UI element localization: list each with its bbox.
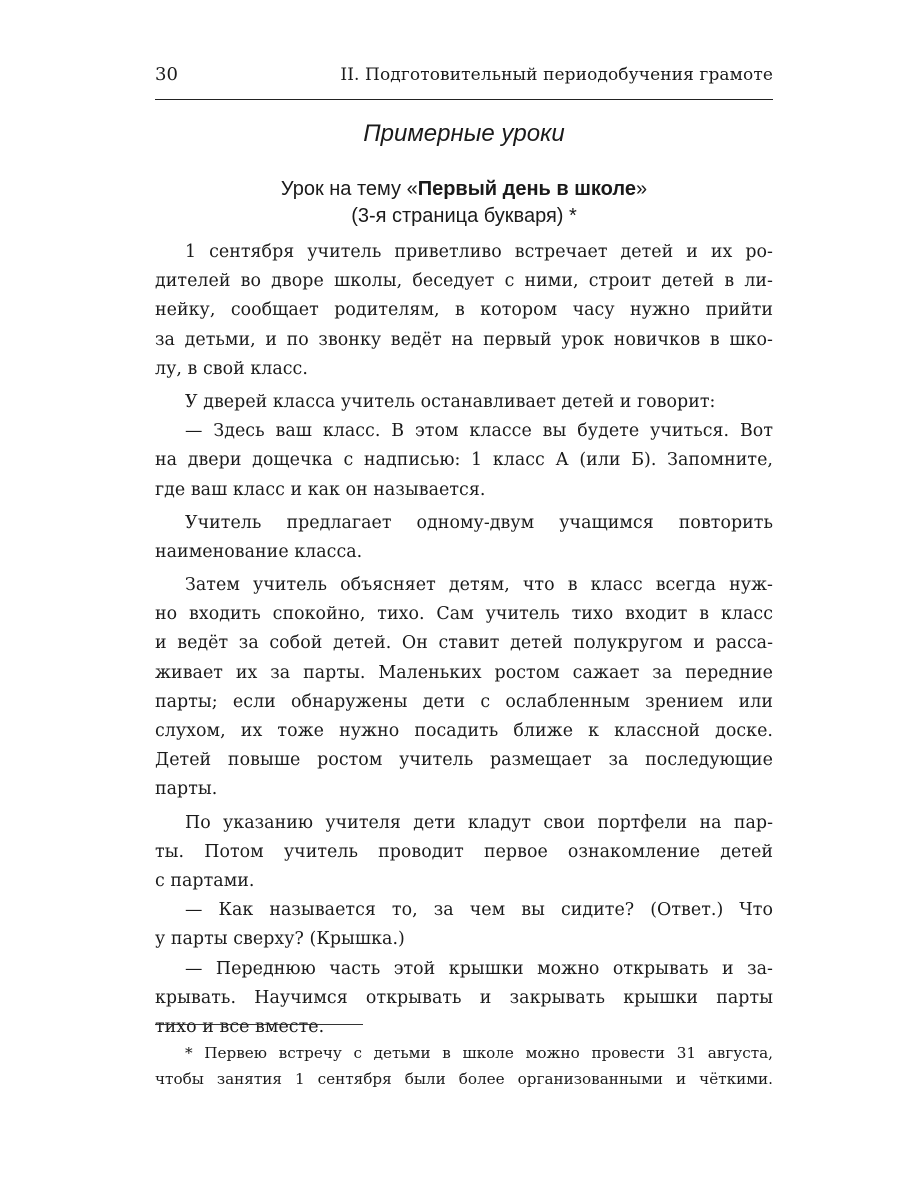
text-line: По указанию учителя дети кладут свои портфели на пар-: [185, 812, 773, 833]
text-line: Детей повыше ростом учитель размещает за последующие: [155, 750, 773, 771]
text-line: нейку, сообщает родителям, в котором часу нужно прийти: [155, 300, 773, 321]
lesson-suffix: »: [635, 178, 648, 200]
page-number: 30: [155, 64, 179, 85]
text-line: с партами.: [155, 870, 255, 891]
section-title: Примерные уроки: [363, 120, 565, 147]
footnote-line: * Первею встречу с детьми в школе можно провести 31 августа,: [185, 1044, 773, 1062]
header-rule: [155, 99, 773, 100]
text-line: Учитель предлагает одному-двум учащимся повторить: [185, 512, 773, 533]
body-text: [155, 238, 773, 1042]
text-line: 1 сентября учитель приветливо встречает детей и их ро-: [185, 242, 773, 262]
text-line: — Здесь ваш класс. В этом классе вы будете учиться. Вот: [185, 421, 773, 442]
footnote-line: чтобы занятия 1 сентября были более организованными и чёткими.: [155, 1070, 773, 1088]
text-line: за детьми, и по звонку ведёт на первый урок новичков в шко-: [155, 329, 773, 350]
text-line: — Как называется то, за чем вы сидите? (Ответ.) Что: [185, 900, 773, 921]
text-line: слухом, их тоже нужно посадить ближе к классной доске.: [155, 721, 773, 741]
lesson-title: [155, 176, 773, 230]
lesson-topic: Первый день в школе: [417, 178, 636, 200]
footnote-rule: [155, 1024, 363, 1025]
running-title: II. Подготовительный периодобучения грамоте: [340, 65, 773, 85]
text-line: лу, в свой класс.: [155, 358, 308, 379]
text-line: на двери дощечка с надписью: 1 класс А (или Б). Запомните,: [155, 450, 773, 471]
text-line: наименование класса.: [155, 541, 363, 562]
text-line: но входить спокойно, тихо. Сам учитель тихо входит в класс: [155, 604, 773, 625]
text-line: тихо и все вместе.: [155, 1016, 325, 1037]
running-header: [155, 64, 773, 85]
text-line: где ваш класс и как он называется.: [155, 479, 486, 500]
lesson-subtitle: (3-я страница букваря) *: [351, 205, 577, 227]
text-line: — Переднюю часть этой крышки можно открывать и за-: [185, 958, 773, 979]
text-line: крывать. Научимся открывать и закрывать крышки парты: [155, 987, 773, 1008]
lesson-title-line: [155, 176, 773, 203]
text-line: живает их за парты. Маленьких ростом сажает за передние: [155, 662, 773, 683]
footnote: [155, 1040, 773, 1092]
text-line: у парты сверху? (Крышка.): [155, 929, 405, 950]
text-line: и ведёт за собой детей. Он ставит детей полукругом и расса-: [155, 633, 773, 654]
text-line: парты; если обнаружены дети с ослабленным зрением или: [155, 691, 773, 712]
text-line: У дверей класса учитель останавливает детей и говорит:: [185, 391, 716, 412]
lesson-prefix: Урок на тему «: [280, 178, 418, 200]
text-line: Затем учитель объясняет детям, что в класс всегда нуж-: [185, 575, 773, 596]
text-line: дителей во дворе школы, беседует с ними, строит детей в ли-: [155, 271, 773, 292]
text-line: парты.: [155, 779, 218, 800]
text-line: ты. Потом учитель проводит первое ознакомление детей: [155, 841, 773, 862]
